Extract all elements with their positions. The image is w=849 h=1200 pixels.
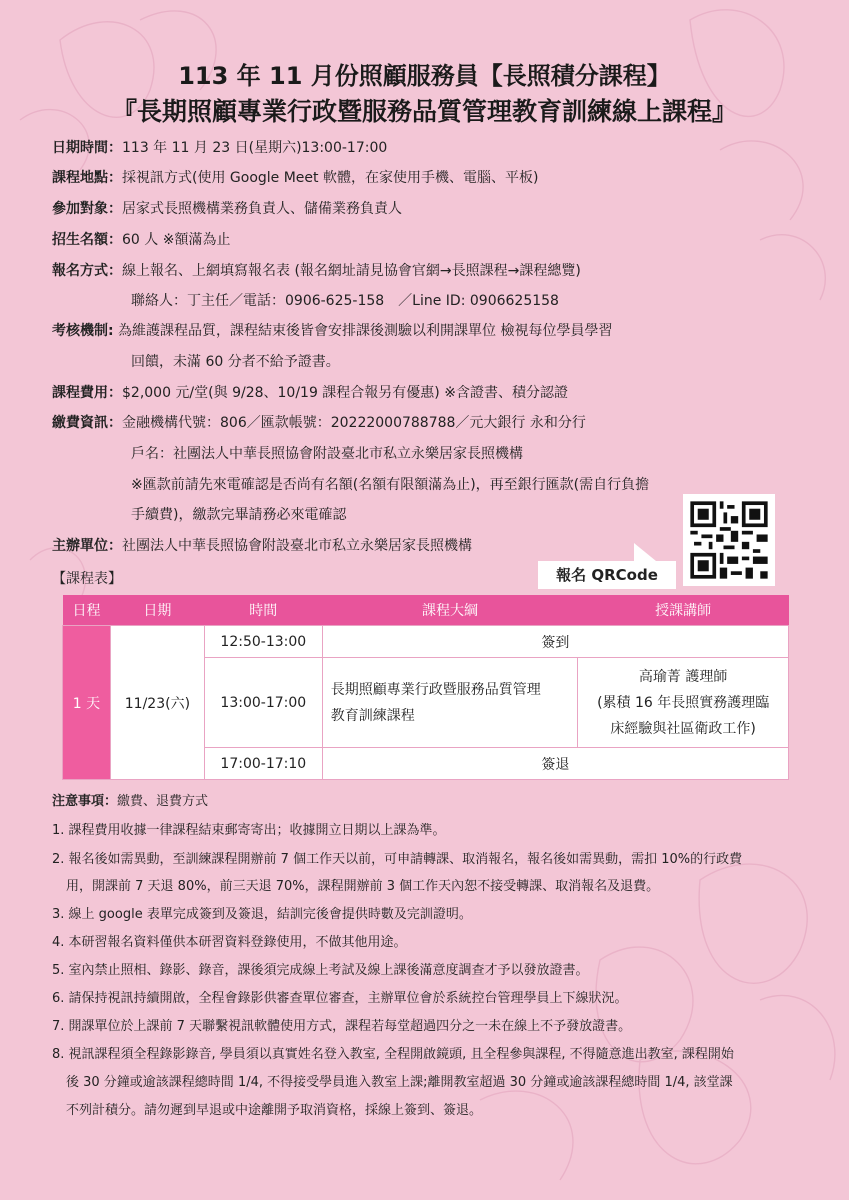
note-item-cont: 後 30 分鐘或逾該課程總時間 1/4, 不得接受學員進入教室上課;離開教室超過 30 分鐘或逾該課程總時間 1/4, 該堂課 — [66, 1075, 733, 1090]
table-row — [63, 626, 789, 658]
time-cell: 13:00-17:00 — [204, 658, 322, 748]
note-item-cont: 用，開課前 7 天退 80%，前三天退 70%，課程開辦前 3 個工作天內恕不接受轉課、取消報名及退費。 — [66, 879, 660, 894]
title-line-2: 『長期照顧專業行政暨服務品質管理教育訓練線上課程』 — [111, 97, 737, 126]
note-item: 4. 本研習報名資料僅供本研習資料登錄使用，不做其他用途。 — [52, 935, 407, 950]
location-row — [52, 169, 538, 187]
note-item: 3. 線上 google 表單完成簽到及簽退，結訓完後會提供時數及完訓證明。 — [52, 907, 472, 922]
signup-row — [52, 262, 581, 280]
teacher-bio: 床經驗與社區衛政工作) — [610, 720, 756, 737]
header-date: 日期 — [110, 595, 204, 626]
host-value: 社團法人中華長照協會附設臺北市私立永樂居家長照機構 — [122, 538, 472, 554]
signup-contact: 聯絡人：丁主任／電話：0906-625-158 ／Line ID: 0906625158 — [131, 293, 559, 309]
note-item: 7. 開課單位於上課前 7 天聯繫視訊軟體使用方式，課程若每堂超過四分之一未在線上不予發放證書。 — [52, 1019, 632, 1034]
location-value: 採視訊方式(使用 Google Meet 軟體，在家使用手機、電腦、平板) — [122, 170, 539, 186]
course-line: 長期照顧專業行政暨服務品質管理 — [330, 681, 541, 698]
header-day: 日程 — [63, 595, 111, 626]
teacher-cell — [578, 658, 789, 748]
quota-label: 招生名額： — [52, 232, 122, 248]
signup-label: 報名方式： — [52, 263, 122, 279]
schedule-table — [62, 595, 789, 780]
pay-row — [52, 414, 586, 432]
signup-value: 線上報名、上網填寫報名表 (報名網址請見協會官網→長照課程→課程總覽) — [122, 263, 581, 279]
date-value: 113 年 11 月 23 日(星期六)13:00-17:00 — [122, 140, 388, 156]
note-item: 6. 請保持視訊持續開啟，全程會錄影供審查單位審查，主辦單位會於系統控台管理學員上下線狀況。 — [52, 991, 628, 1006]
time-cell: 17:00-17:10 — [204, 748, 322, 780]
note-item: 1. 課程費用收據一律課程結束郵寄寄出；收據開立日期以上課為準。 — [52, 823, 446, 838]
qr-code-icon — [683, 494, 775, 586]
host-row — [52, 537, 472, 555]
signout-cell: 簽退 — [322, 748, 788, 780]
table-header-row — [63, 595, 789, 626]
note-item: 5. 室內禁止照相、錄影、錄音，課後須完成線上考試及線上課後滿意度調查才予以發放證書。 — [52, 963, 589, 978]
quota-row — [52, 231, 230, 249]
assess-label: 考核機制: — [52, 323, 114, 339]
notes-heading-value: 繳費、退費方式 — [117, 794, 209, 809]
fee-row — [52, 384, 568, 402]
date-row — [52, 139, 387, 157]
header-time: 時間 — [204, 595, 322, 626]
header-outline: 課程大綱 — [322, 595, 578, 626]
header-teacher: 授課講師 — [578, 595, 789, 626]
pay-value-1: 金融機構代號：806／匯款帳號：20222000788788／元大銀行 永和分行 — [122, 415, 586, 431]
title-line-1: 113 年 11 月份照顧服務員【長照積分課程】 — [178, 62, 671, 90]
host-label: 主辦單位： — [52, 538, 122, 554]
fee-label: 課程費用： — [52, 385, 122, 401]
notes-heading — [52, 793, 208, 810]
quota-value: 60 人 ※額滿為止 — [122, 232, 231, 248]
course-cell — [322, 658, 578, 748]
pay-value-3: ※匯款前請先來電確認是否尚有名額(名額有限額滿為止)，再至銀行匯款(需自行負擔 — [131, 477, 650, 493]
pay-value-2: 戶名：社團法人中華長照協會附設臺北市私立永樂居家長照機構 — [131, 446, 523, 462]
assess-row — [52, 322, 613, 340]
qr-code-label: 報名 QRCode — [538, 561, 676, 589]
teacher-bio: (累積 16 年長照實務護理臨 — [597, 694, 770, 711]
course-line: 教育訓練課程 — [330, 707, 415, 724]
pay-label: 繳費資訊： — [52, 415, 122, 431]
teacher-name: 高瑜菁 護理師 — [638, 668, 728, 685]
pay-value-4: 手續費)，繳款完畢請務必來電確認 — [131, 507, 347, 523]
signup-qr-code[interactable] — [683, 494, 775, 586]
schedule-label: 【課程表】 — [52, 571, 122, 587]
note-item: 8. 視訊課程須全程錄影錄音, 學員須以真實姓名登入教室, 全程開啟鏡頭, 且全程參與課程, 不得隨意進出教室, 課程開始 — [52, 1047, 734, 1062]
notes-heading-label: 注意事項： — [52, 794, 118, 809]
note-item: 2. 報名後如需異動，至訓練課程開辦前 7 個工作天以前，可申請轉課、取消報名，報名後如需異動，需扣 10%的行政費 — [52, 852, 743, 867]
day-cell: 1 天 — [63, 626, 111, 780]
time-cell: 12:50-13:00 — [204, 626, 322, 658]
location-label: 課程地點： — [52, 170, 122, 186]
signin-cell: 簽到 — [322, 626, 788, 658]
assess-value-2: 回饋，未滿 60 分者不給予證書。 — [131, 354, 340, 370]
date-label: 日期時間： — [52, 140, 122, 156]
target-label: 參加對象： — [52, 201, 122, 217]
note-item-cont: 不列計積分。請勿遲到早退或中途離開予取消資格，採線上簽到、簽退。 — [66, 1103, 483, 1118]
fee-value: $2,000 元/堂(與 9/28、10/19 課程合報另有優惠) ※含證書、積分認證 — [122, 385, 568, 401]
target-row — [52, 200, 402, 218]
target-value: 居家式長照機構業務負責人、儲備業務負責人 — [122, 201, 402, 217]
date-cell: 11/23(六) — [110, 626, 204, 780]
assess-value: 為維護課程品質，課程結束後皆會安排課後測驗以利開課單位 檢視每位學員學習 — [113, 323, 613, 339]
